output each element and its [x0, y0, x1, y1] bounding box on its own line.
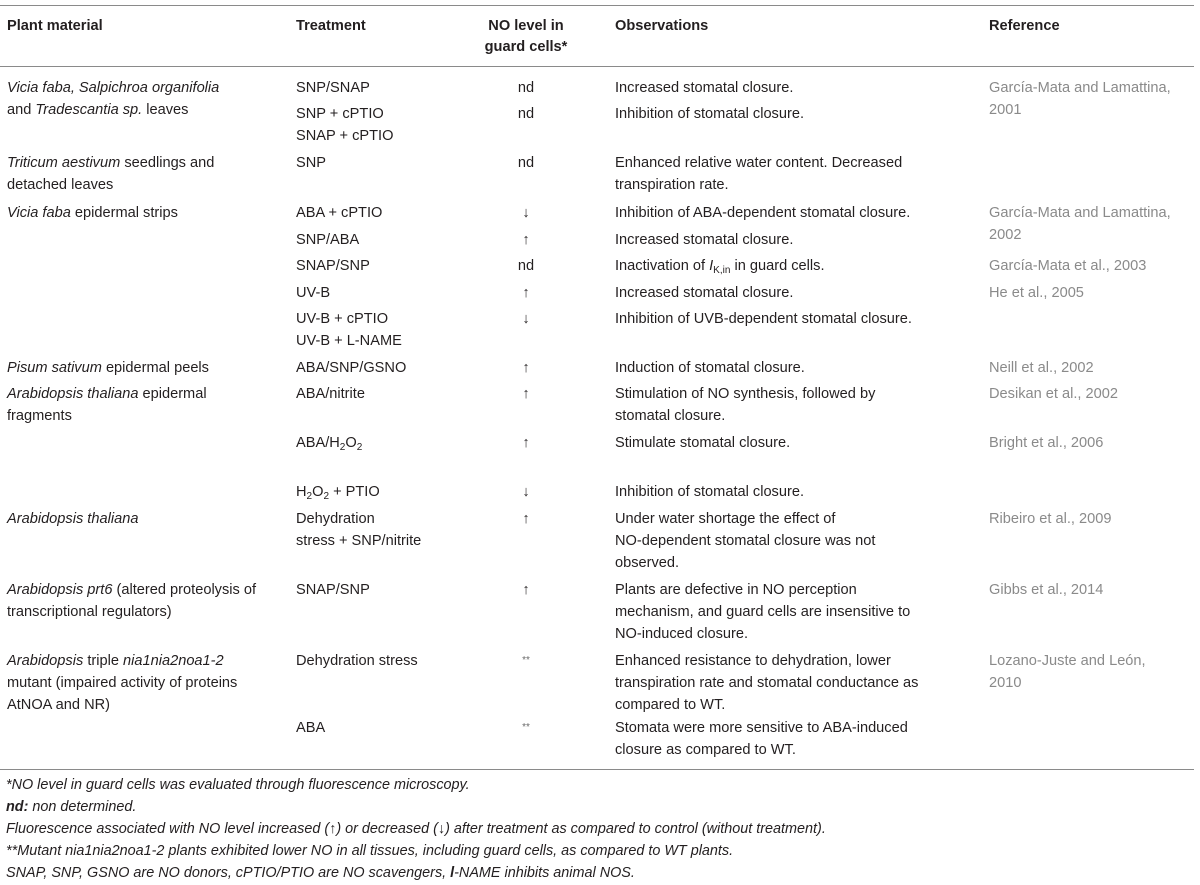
no-level-cell: **: [522, 722, 530, 733]
reference-cell: 2010: [989, 675, 1022, 691]
footnote-fluorescence-method: *NO level in guard cells was evaluated through fluorescence microscopy.: [6, 777, 470, 793]
plant-material-cell: and Tradescantia sp. leaves: [7, 102, 189, 118]
no-level-cell: ↑: [522, 511, 530, 527]
plant-material-cell: transcriptional regulators): [7, 604, 172, 620]
header-reference: Reference: [989, 18, 1060, 34]
no-level-cell: ↑: [522, 582, 530, 598]
observation-cell: Stimulation of NO synthesis, followed by: [615, 386, 876, 402]
no-level-cell: ↓: [522, 205, 530, 221]
treatment-cell: UV-B + cPTIO: [296, 311, 389, 327]
observation-cell: Inhibition of UVB-dependent stomatal closure.: [615, 311, 912, 327]
reference-cell: 2001: [989, 102, 1022, 118]
observation-cell: Inhibition of stomatal closure.: [615, 484, 805, 500]
observation-cell: Stimulate stomatal closure.: [615, 435, 791, 451]
treatment-cell: ABA: [296, 720, 326, 736]
no-level-cell: ↑: [522, 435, 530, 451]
header-no-level-line2: guard cells*: [484, 39, 568, 55]
observation-cell: Enhanced resistance to dehydration, lower: [615, 653, 891, 669]
treatment-cell: UV-B + L-NAME: [296, 333, 402, 349]
plant-material-cell: Vicia faba, Salpichroa organifolia: [7, 80, 220, 96]
header-observations: Observations: [615, 18, 709, 34]
observation-cell: NO-induced closure.: [615, 626, 749, 642]
header-rule: [0, 66, 1194, 67]
reference-cell: Neill et al., 2002: [989, 360, 1094, 376]
reference-cell: Lozano-Juste and León,: [989, 653, 1146, 669]
reference-cell: Bright et al., 2006: [989, 435, 1104, 451]
reference-cell: He et al., 2005: [989, 285, 1084, 301]
no-level-cell: ↓: [522, 484, 530, 500]
observation-cell: transpiration rate.: [615, 177, 729, 193]
observation-cell: Inactivation of $I_{K,in}$ in guard cells.: [615, 258, 825, 276]
header-treatment: Treatment: [296, 18, 366, 34]
observation-cell: transpiration rate and stomatal conductance as: [615, 675, 919, 691]
observation-cell: NO-dependent stomatal closure was not: [615, 533, 876, 549]
reference-cell: García-Mata and Lamattina,: [989, 80, 1171, 96]
plant-material-cell: fragments: [7, 408, 72, 424]
observation-cell: stomatal closure.: [615, 408, 726, 424]
footnote-nd: nd: non determined.: [6, 799, 137, 815]
observation-cell: compared to WT.: [615, 697, 726, 713]
observation-cell: Increased stomatal closure.: [615, 285, 794, 301]
no-level-cell: ↑: [522, 285, 530, 301]
observation-cell: Enhanced relative water content. Decreased: [615, 155, 903, 171]
no-level-cell: ↑: [522, 232, 530, 248]
plant-material-cell: mutant (impaired activity of proteins: [7, 675, 238, 691]
treatment-cell: SNP + cPTIO: [296, 106, 384, 122]
treatment-cell: UV-B: [296, 285, 331, 301]
plant-material-cell: Arabidopsis thaliana epidermal: [7, 386, 207, 402]
treatment-cell: SNP/SNAP: [296, 80, 370, 96]
plant-material-cell: Arabidopsis prt6 (altered proteolysis of: [7, 582, 257, 598]
top-rule: [0, 5, 1194, 6]
treatment-cell: SNP: [296, 155, 327, 171]
observation-cell: closure as compared to WT.: [615, 742, 796, 758]
observation-cell: mechanism, and guard cells are insensitive to: [615, 604, 911, 620]
no-level-cell: ↑: [522, 360, 530, 376]
bottom-rule: [0, 769, 1194, 770]
reference-cell: García-Mata et al., 2003: [989, 258, 1147, 274]
reference-cell: Desikan et al., 2002: [989, 386, 1118, 402]
treatment-cell: SNP/ABA: [296, 232, 360, 248]
footnote-mutant: **Mutant nia1nia2noa1-2 plants exhibited lower NO in all tissues, including guard cells, as compared to WT plants.: [6, 843, 734, 859]
reference-cell: 2002: [989, 227, 1022, 243]
reference-cell: García-Mata and Lamattina,: [989, 205, 1171, 221]
no-level-cell: ↑: [522, 386, 530, 402]
footnote-donors-scavengers: SNAP, SNP, GSNO are NO donors, cPTIO/PTIO are NO scavengers, l-NAME inhibits animal NOS.: [6, 865, 635, 881]
no-level-cell: nd: [517, 80, 535, 96]
treatment-cell: ABA/SNP/GSNO: [296, 360, 407, 376]
treatment-cell: Dehydration: [296, 511, 375, 527]
treatment-cell: $H_2O_2$ + PTIO: [296, 484, 380, 502]
treatment-cell: ABA/nitrite: [296, 386, 365, 402]
treatment-cell: ABA/$H_2O_2$: [296, 435, 363, 453]
observation-cell: Inhibition of stomatal closure.: [615, 106, 805, 122]
treatment-cell: ABA + cPTIO: [296, 205, 383, 221]
treatment-cell: SNAP/SNP: [296, 258, 370, 274]
observation-cell: Under water shortage the effect of: [615, 511, 836, 527]
plant-material-cell: detached leaves: [7, 177, 114, 193]
reference-cell: Gibbs et al., 2014: [989, 582, 1104, 598]
plant-material-cell: Pisum sativum epidermal peels: [7, 360, 209, 376]
observation-cell: Stomata were more sensitive to ABA-induced: [615, 720, 908, 736]
no-level-cell: nd: [517, 258, 535, 274]
plant-material-cell: Triticum aestivum seedlings and: [7, 155, 215, 171]
no-level-cell: ↓: [522, 311, 530, 327]
treatment-cell: SNAP + cPTIO: [296, 128, 394, 144]
treatment-cell: SNAP/SNP: [296, 582, 370, 598]
treatment-cell: stress + SNP/nitrite: [296, 533, 422, 549]
no-level-cell: **: [522, 655, 530, 666]
reference-cell: Ribeiro et al., 2009: [989, 511, 1112, 527]
plant-material-cell: Arabidopsis thaliana: [7, 511, 139, 527]
no-level-cell: nd: [517, 155, 535, 171]
observation-cell: Inhibition of ABA-dependent stomatal closure.: [615, 205, 911, 221]
observation-cell: Increased stomatal closure.: [615, 80, 794, 96]
plant-material-cell: Vicia faba epidermal strips: [7, 205, 178, 221]
observation-cell: Increased stomatal closure.: [615, 232, 794, 248]
footnote-arrows: Fluorescence associated with NO level increased (↑) or decreased (↓) after treatment as compared to control (without treatment).: [6, 821, 826, 837]
header-no-level-line1: NO level in: [488, 18, 564, 34]
observation-cell: Induction of stomatal closure.: [615, 360, 805, 376]
no-level-cell: nd: [517, 106, 535, 122]
plant-material-cell: Arabidopsis triple nia1nia2noa1-2: [7, 653, 224, 669]
observation-cell: Plants are defective in NO perception: [615, 582, 857, 598]
header-plant-material: Plant material: [7, 18, 103, 34]
treatment-cell: Dehydration stress: [296, 653, 418, 669]
plant-material-cell: AtNOA and NR): [7, 697, 111, 713]
observation-cell: observed.: [615, 555, 680, 571]
